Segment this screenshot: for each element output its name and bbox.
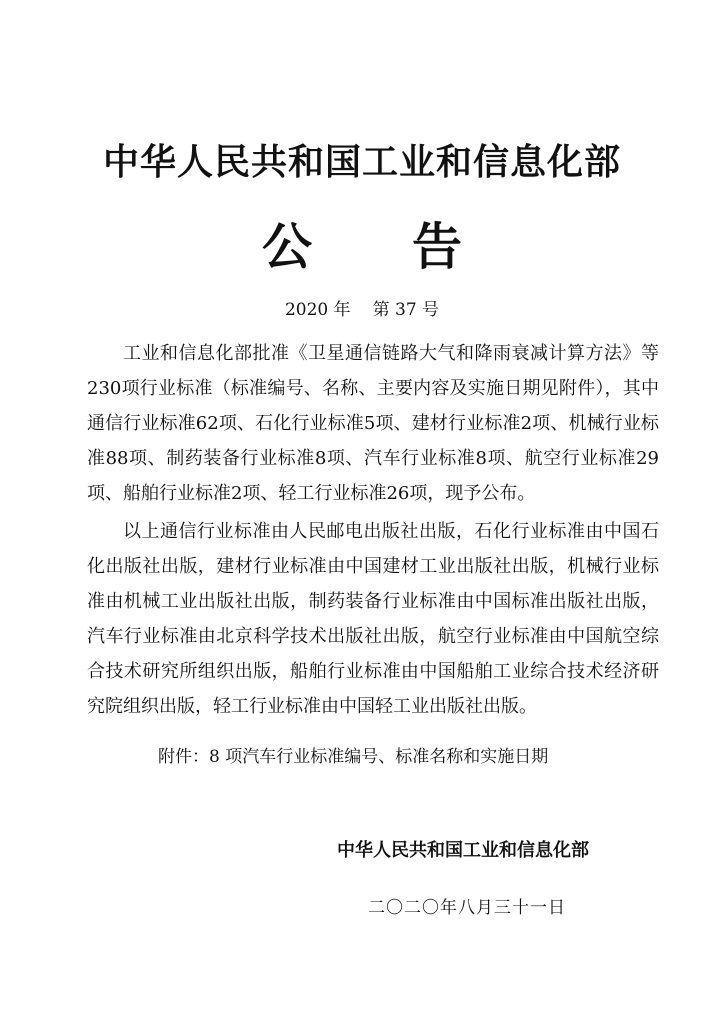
signature-date: 二〇二〇年八月三十一日: [368, 898, 566, 918]
document-number: [0, 297, 724, 323]
document-year: 2020 年: [284, 300, 351, 320]
announcement-body: [87, 336, 659, 724]
attachment-note: 附件：8 项汽车行业标准编号、标准名称和实施日期: [158, 747, 549, 767]
issuer-title: 中华人民共和国工业和信息化部: [102, 142, 621, 183]
doc-type-char-1: 公: [262, 218, 312, 276]
signature-issuer: 中华人民共和国工业和信息化部: [337, 840, 589, 861]
body-paragraph-1: 工业和信息化部批准《卫星通信链路大气和降雨衰减计算方法》等230项行业标准（标准编号、名称、主要内容及实施日期见附件），其中通信行业标准62项、石化行业标准5项、建材行业标准2项、机械行业标准88项、制药装备行业标准8项、汽车行业标准8项、航空行业标准29项、船舶行业标准2项、轻工行业标准26项，现予公布。: [87, 343, 659, 504]
document-serial: 第 37 号: [372, 300, 440, 320]
doc-type-heading: [0, 214, 724, 280]
body-paragraph-2: 以上通信行业标准由人民邮电出版社出版，石化行业标准由中国石化出版社出版，建材行业标准由中国建材工业出版社出版，机械行业标准由机械工业出版社出版，制药装备行业标准由中国标准出版社出版，汽车行业标准由北京科学技术出版社出版，航空行业标准由中国航空综合技术研究所组织出版，船舶行业标准由中国船舶工业综合技术经济研究院组织出版，轻工行业标准由中国轻工业出版社出版。: [87, 521, 659, 717]
doc-type-char-2: 告: [412, 218, 462, 276]
